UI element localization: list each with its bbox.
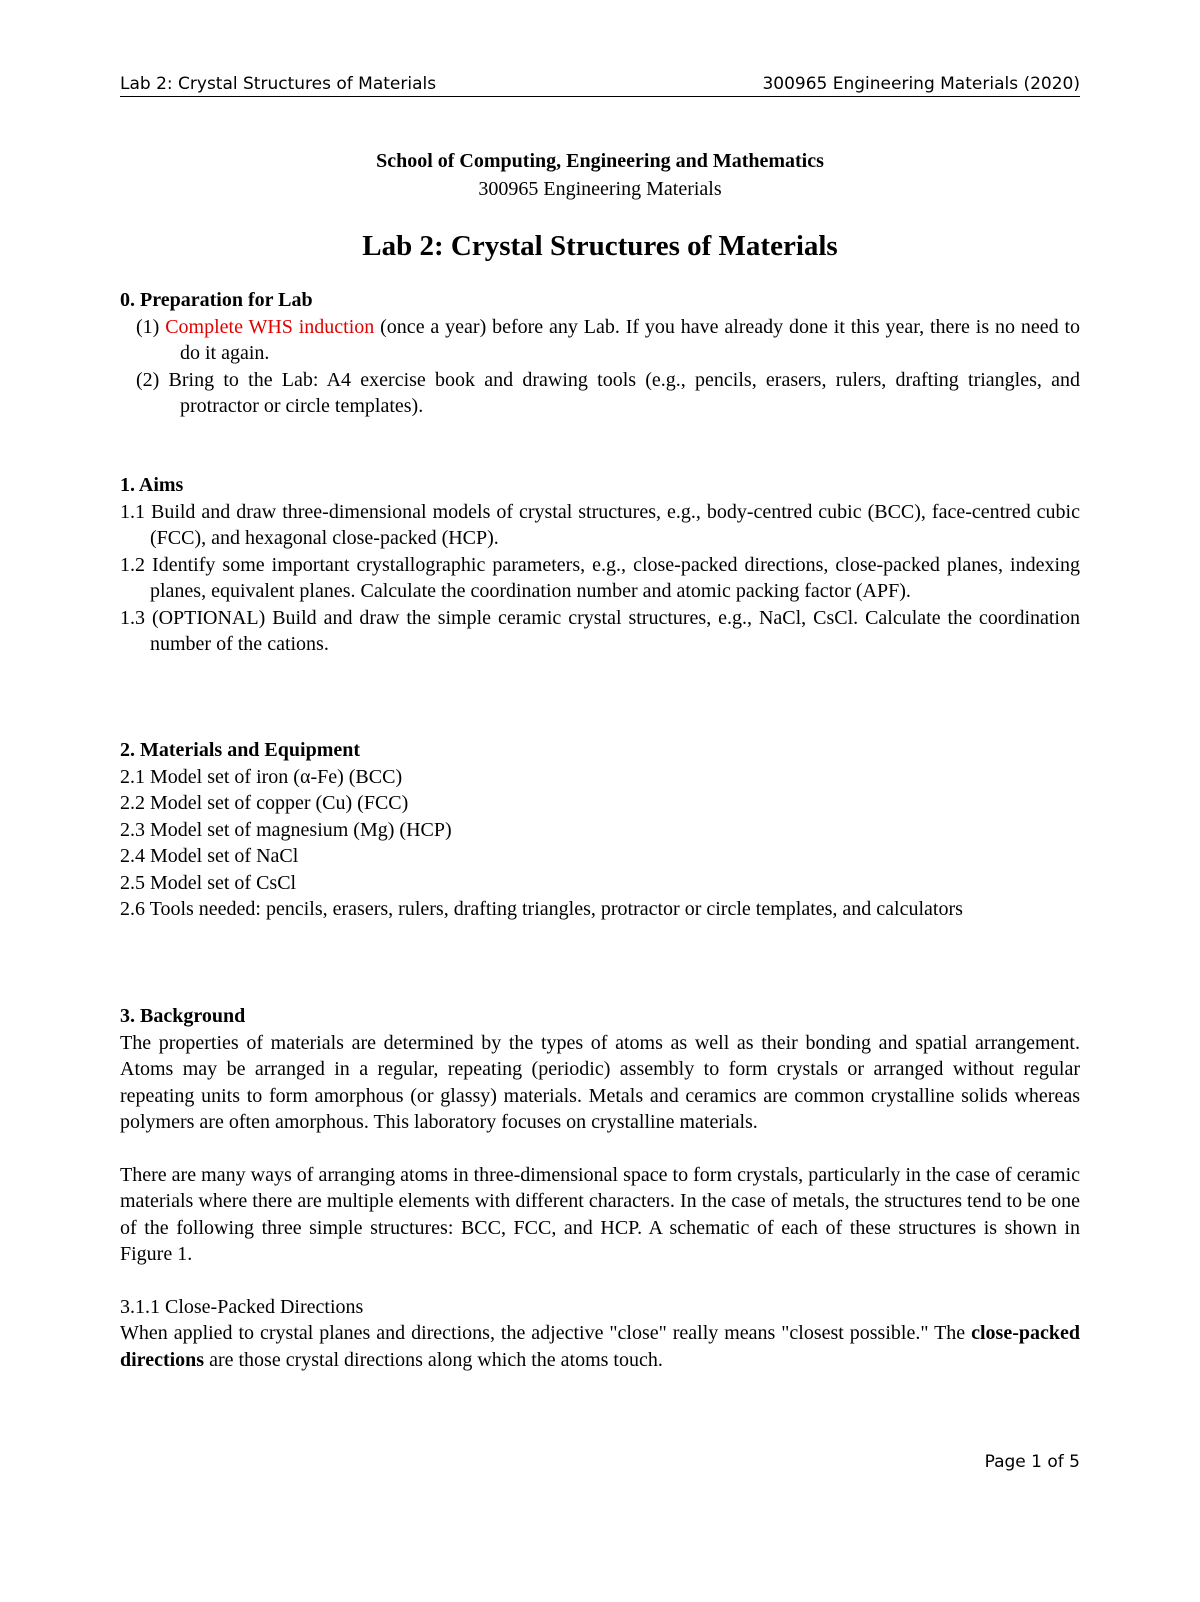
section-heading: 1. Aims — [120, 474, 184, 496]
course-name: 300965 Engineering Materials — [478, 178, 722, 200]
school-name: School of Computing, Engineering and Mathematics — [376, 150, 824, 172]
list-item: 1.3 (OPTIONAL) Build and draw the simple ceramic crystal structures, e.g., NaCl, CsCl. Calculate the coordination number of the cations. — [120, 606, 1080, 655]
list-item — [120, 314, 1080, 367]
list-item: 1.1 Build and draw three-dimensional models of crystal structures, e.g., body-centred cubic (BCC), face-centred cubic (FCC), and hexagonal close-packed (HCP). — [120, 500, 1080, 549]
item-text: (once a year) before any Lab. If you have already done it this year, there is no need to do it again. — [180, 315, 1080, 364]
paragraph — [120, 1320, 1080, 1373]
section-aims — [120, 472, 1080, 658]
list-item: (2) Bring to the Lab: A4 exercise book and drawing tools (e.g., pencils, erasers, rulers, drafting triangles, and protractor or circle templates). — [136, 368, 1080, 417]
section-heading: 2. Materials and Equipment — [120, 739, 361, 761]
list-item: 2.6 Tools needed: pencils, erasers, rulers, drafting triangles, protractor or circle templates, and calculators — [120, 898, 963, 920]
paragraph: The properties of materials are determined by the types of atoms as well as their bonding and spatial arrangement. Atoms may be arranged in a regular, repeating (periodic) assembly to form crystals or arranged without regular repeating units to form amorphous (or glassy) materials. Metals and ceramics are common crystalline solids whereas polymers are often amorphous. This laboratory focuses on crystalline materials. — [120, 1031, 1080, 1133]
list-item: 2.5 Model set of CsCl — [120, 871, 297, 894]
section-preparation — [120, 287, 1080, 420]
subsection-heading: 3.1.1 Close-Packed Directions — [120, 1295, 364, 1318]
section-heading: 0. Preparation for Lab — [120, 289, 313, 311]
header-right: 300965 Engineering Materials (2020) — [762, 74, 1080, 94]
whs-induction-link-text: Complete WHS induction — [165, 315, 375, 338]
paragraph: There are many ways of arranging atoms in three-dimensional space to form crystals, particularly in the case of ceramic materials where there are multiple elements with different characters. In the case of metals, the structures tend to be one of the following three simple structures: BCC, FCC, and HCP. A schematic of each of these structures is shown in Figure 1. — [120, 1163, 1080, 1265]
list-item: 2.4 Model set of NaCl — [120, 845, 299, 867]
page-title: Lab 2: Crystal Structures of Materials — [362, 230, 838, 262]
list-item: 2.1 Model set of iron (α-Fe) (BCC) — [120, 765, 403, 788]
list-item: 2.2 Model set of copper (Cu) (FCC) — [120, 792, 409, 814]
list-item: 1.2 Identify some important crystallographic parameters, e.g., close-packed directions, close-packed planes, indexing planes, equivalent planes. Calculate the coordination number and atomic packing factor (APF). — [120, 553, 1080, 602]
paragraph-text: are those crystal directions along which the atoms touch. — [204, 1348, 663, 1371]
list-item: 2.3 Model set of magnesium (Mg) (HCP) — [120, 818, 452, 841]
section-heading: 3. Background — [120, 1005, 246, 1027]
page-header — [120, 72, 1080, 97]
bold-term: close-packed directions — [120, 1322, 1080, 1371]
header-left: Lab 2: Crystal Structures of Materials — [120, 74, 437, 94]
page-number: Page 1 of 5 — [984, 1452, 1080, 1472]
paragraph-text: When applied to crystal planes and directions, the adjective "close" really means "closest possible." The — [120, 1322, 972, 1344]
item-prefix: (1) — [136, 315, 166, 338]
section-background — [120, 1003, 1080, 1373]
section-materials — [120, 737, 1080, 923]
